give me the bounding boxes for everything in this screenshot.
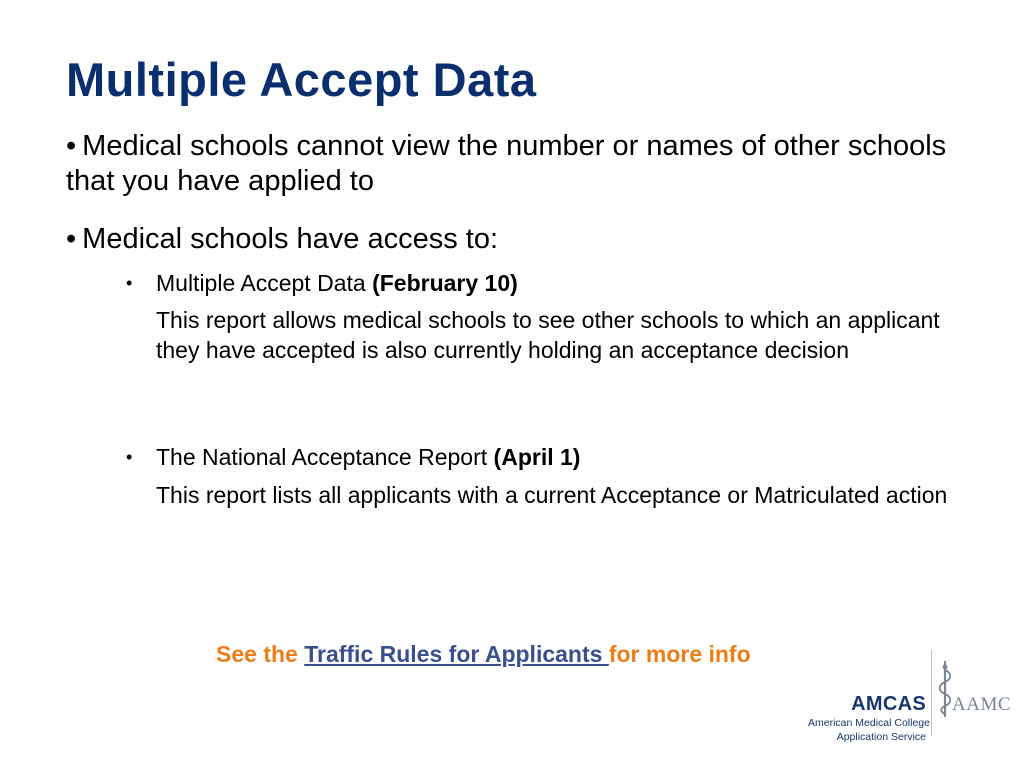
amcas-logo-line1: American Medical College bbox=[808, 717, 930, 729]
slide-title: Multiple Accept Data bbox=[66, 53, 537, 106]
sub-bullet-marker: • bbox=[126, 447, 133, 467]
footer-note bbox=[216, 636, 751, 672]
amcas-logo bbox=[808, 692, 930, 744]
sub-bullet-description: This report allows medical schools to see other schools to which an applicant they have accepted is also currently holding an acceptance decision bbox=[156, 307, 940, 363]
amcas-logo-line2: Application Service bbox=[836, 731, 926, 743]
sub-bullet-multiple-accept-data bbox=[126, 268, 966, 298]
sub-bullet-label: Multiple Accept Data bbox=[156, 270, 366, 296]
footer-note-suffix: for more info bbox=[608, 641, 751, 667]
amcas-logo-name: AMCAS bbox=[851, 693, 926, 715]
logo-divider bbox=[931, 650, 932, 736]
sub-bullet-description: This report lists all applicants with a current Acceptance or Matriculated action bbox=[156, 482, 948, 508]
sub-bullet-label: The National Acceptance Report bbox=[156, 444, 488, 470]
footer-note-prefix: See the bbox=[216, 641, 305, 667]
sub-bullet-heading bbox=[156, 442, 580, 472]
sub-bullet-heading bbox=[156, 268, 518, 298]
sub-bullet-marker: • bbox=[126, 273, 133, 293]
bullet-no-school-visibility bbox=[66, 129, 966, 199]
bullet-marker: • bbox=[66, 223, 77, 255]
traffic-rules-link[interactable]: Traffic Rules for Applicants bbox=[304, 641, 609, 667]
aamc-logo: AAMC bbox=[952, 694, 1012, 715]
sub-bullet-date: (April 1) bbox=[493, 444, 581, 470]
bullet-text: Medical schools have access to: bbox=[82, 223, 499, 255]
bullet-marker: • bbox=[66, 130, 77, 162]
sub-bullet-national-acceptance-report bbox=[126, 442, 966, 472]
sub-bullet-date: (February 10) bbox=[372, 270, 518, 296]
bullet-schools-have-access bbox=[66, 222, 966, 257]
bullet-text: Medical schools cannot view the number or names of other schools that you have applied to bbox=[66, 130, 947, 197]
